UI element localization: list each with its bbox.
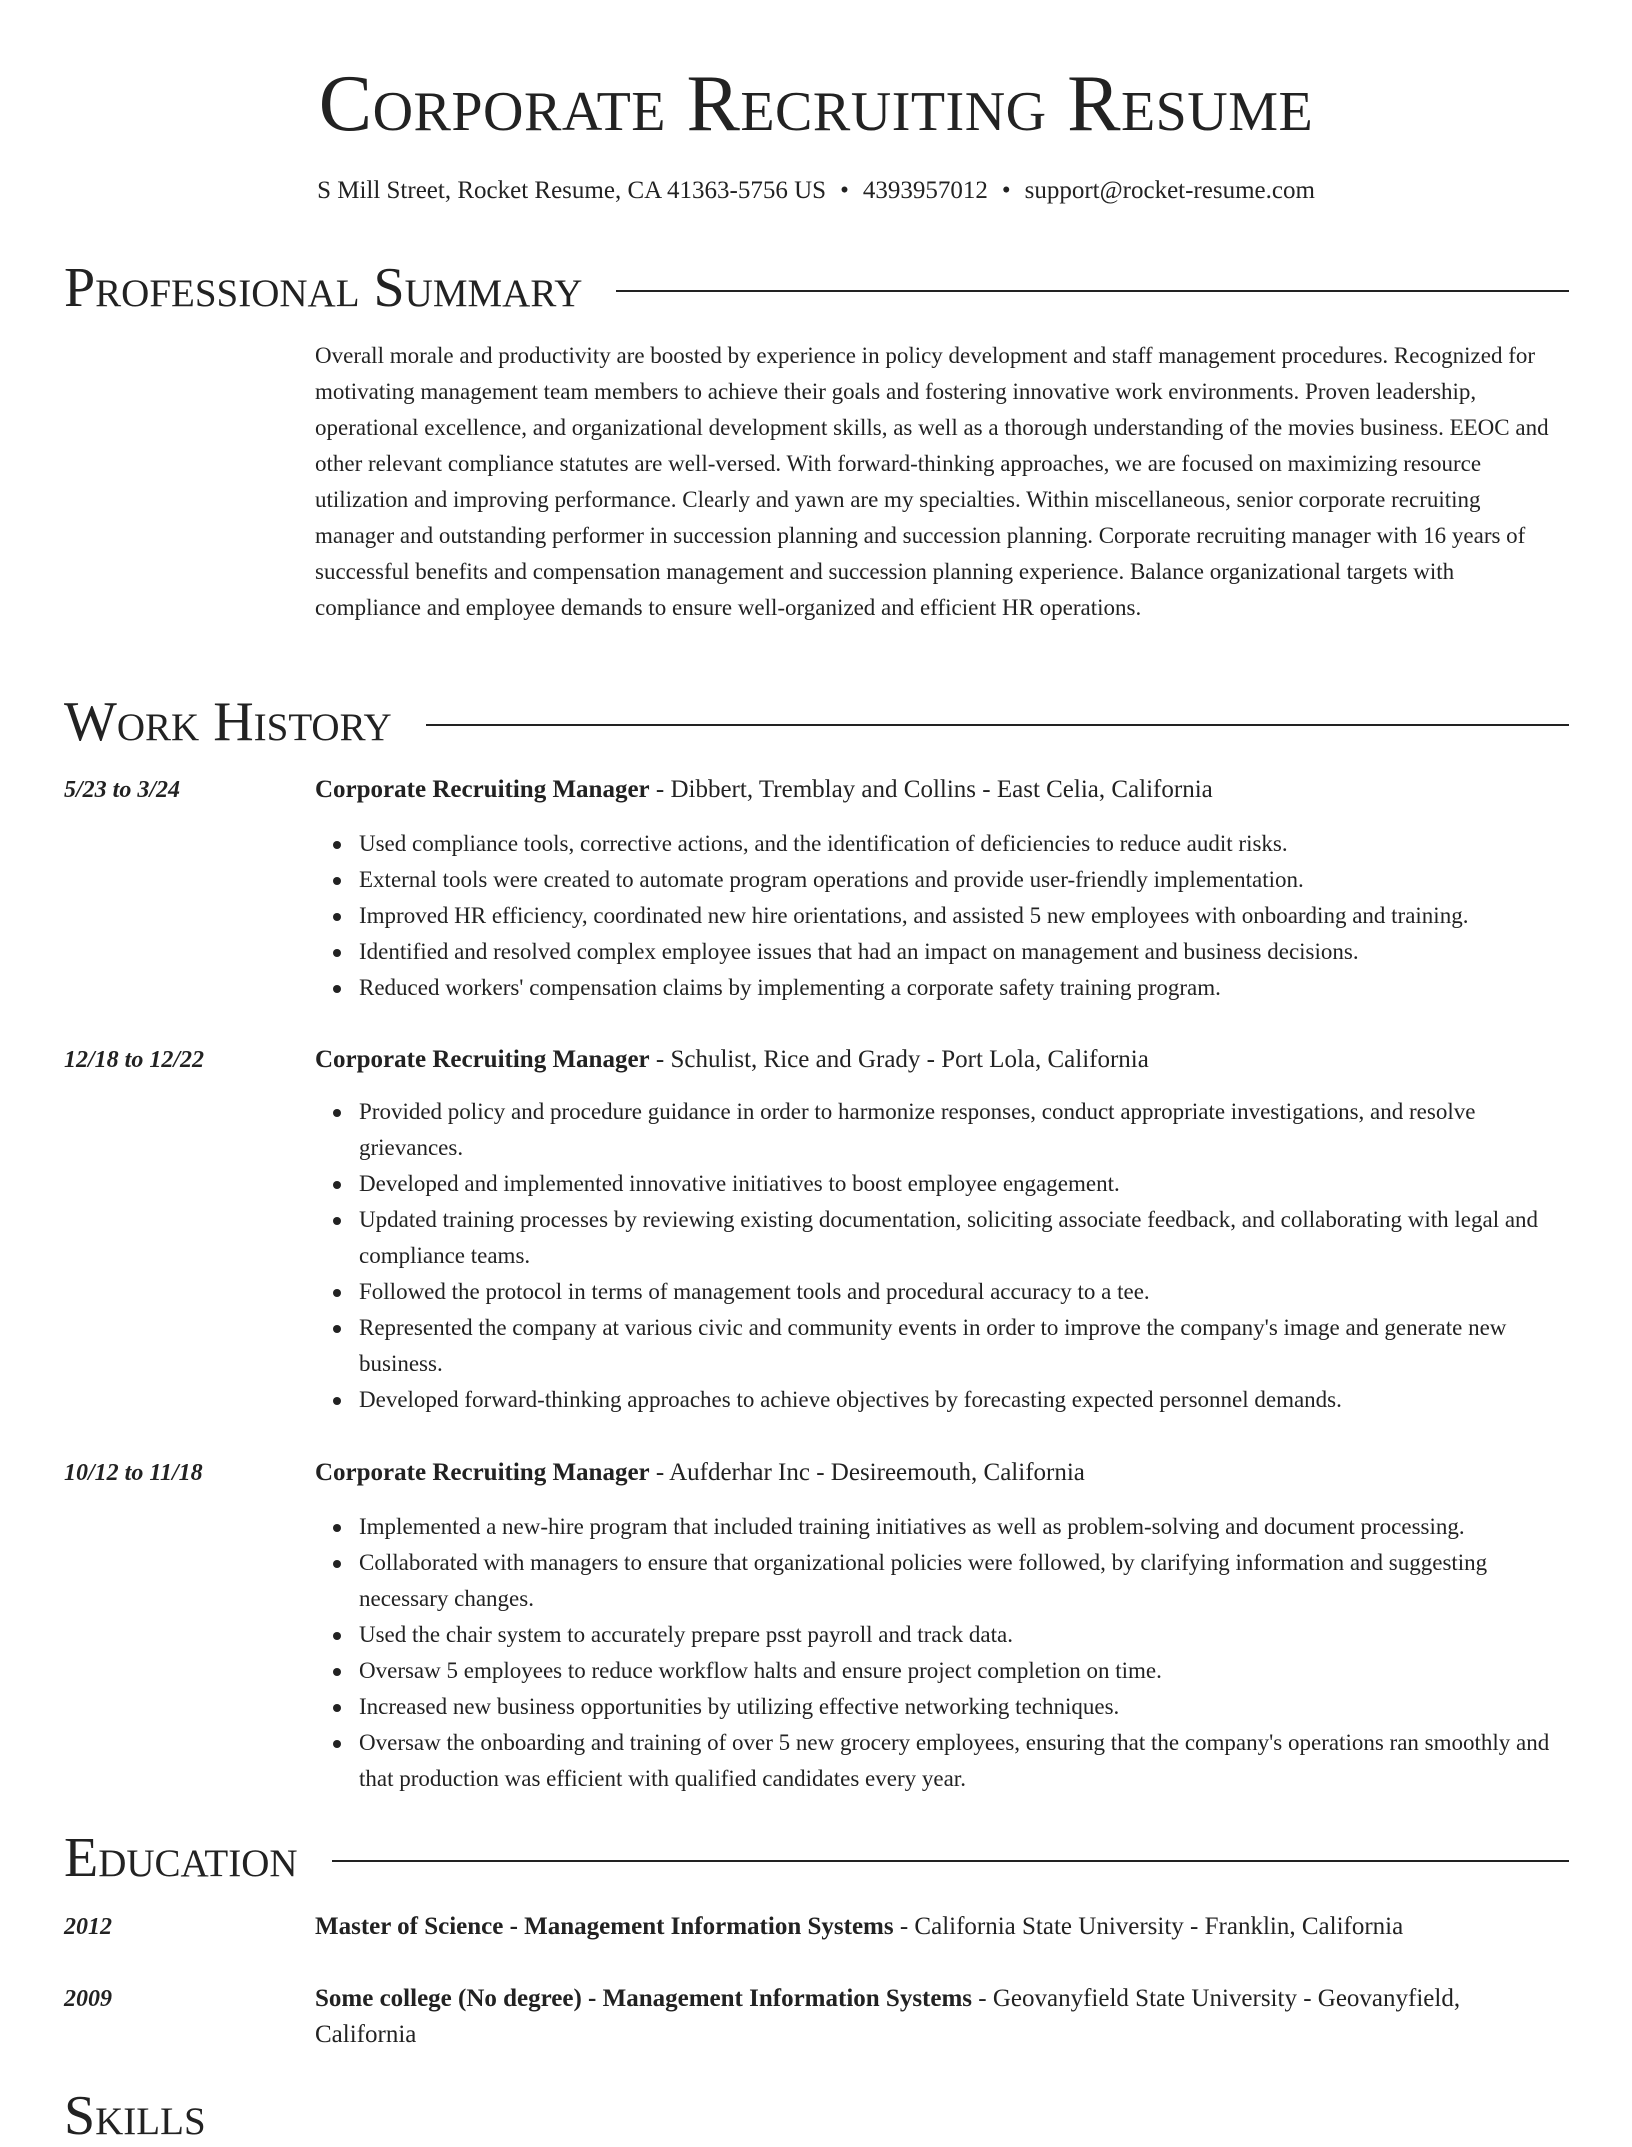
job-employer: - Aufderhar Inc - Desireemouth, California — [649, 1459, 1085, 1486]
bullet-item: Increased new business opportunities by utilizing effective networking techniques. — [315, 1689, 1569, 1725]
job-employer: - Schulist, Rice and Grady - Port Lola, California — [649, 1046, 1149, 1073]
bullet-item: External tools were created to automate program operations and provide user-friendly implementation. — [315, 862, 1569, 898]
job-title: Corporate Recruiting Manager — [315, 776, 650, 803]
education-heading — [315, 1909, 1565, 1945]
job-heading — [315, 1042, 1565, 1078]
job-heading — [315, 1455, 1565, 1491]
bullet-item: Followed the protocol in terms of management tools and procedural accuracy to a tee. — [315, 1274, 1569, 1310]
education-year: 2012 — [64, 1914, 112, 1940]
section-header — [64, 2086, 1569, 2146]
job-title: Corporate Recruiting Manager — [315, 1046, 650, 1073]
job-dates: 12/18 to 12/22 — [64, 1047, 205, 1073]
contact-email[interactable]: support@rocket-resume.com — [1024, 177, 1315, 204]
section-header — [64, 692, 1569, 752]
bullet-item: Represented the company at various civic and community events in order to improve the company's image and generate new business. — [315, 1310, 1569, 1382]
bullet-item: Oversaw the onboarding and training of over 5 new grocery employees, ensuring that the company's operations ran smoothly and that production was efficient with qualified candidates every year. — [315, 1725, 1569, 1797]
section-divider — [616, 290, 1569, 292]
bullet-item: Provided policy and procedure guidance in order to harmonize responses, conduct appropriate investigations, and resolve grievances. — [315, 1094, 1569, 1166]
education-school: - Geovanyfield State University - Geovanyfield, California — [315, 1985, 1461, 2048]
job-dates: 10/12 to 11/18 — [64, 1460, 203, 1486]
section-title-education: Education — [64, 1827, 298, 1889]
section-header — [64, 258, 1569, 318]
bullet-item: Used compliance tools, corrective actions, and the identification of deficiencies to reduce audit risks. — [315, 826, 1569, 862]
job-employer: - Dibbert, Tremblay and Collins - East Celia, California — [649, 776, 1213, 803]
education-section — [64, 1828, 1569, 1888]
bullet-item: Improved HR efficiency, coordinated new hire orientations, and assisted 5 new employees with onboarding and training. — [315, 898, 1569, 934]
education-heading — [315, 1981, 1565, 2053]
work-history-section — [64, 692, 1569, 752]
contact-line — [0, 174, 1632, 208]
resume-title: Corporate Recruiting Resume — [318, 60, 1314, 148]
section-divider — [332, 1860, 1569, 1862]
section-header — [64, 1828, 1569, 1888]
skills-section — [64, 2086, 1569, 2146]
contact-address: S Mill Street, Rocket Resume, CA 41363-5756 US — [317, 177, 827, 204]
section-title-work-history: Work History — [64, 691, 392, 753]
bullet-item: Oversaw 5 employees to reduce workflow halts and ensure project completion on time. — [315, 1653, 1569, 1689]
bullet-item: Developed and implemented innovative initiatives to boost employee engagement. — [315, 1166, 1569, 1202]
job-title: Corporate Recruiting Manager — [315, 1459, 650, 1486]
section-title-skills: Skills — [64, 2085, 206, 2147]
education-degree: Some college (No degree) - Management Information Systems — [315, 1985, 973, 2012]
job-dates: 5/23 to 3/24 — [64, 777, 181, 803]
bullet-item: Reduced workers' compensation claims by implementing a corporate safety training program. — [315, 970, 1569, 1006]
job-bullets — [315, 1094, 1569, 1418]
section-divider — [426, 724, 1569, 726]
bullet-item: Updated training processes by reviewing existing documentation, soliciting associate feedback, and collaborating with legal and compliance teams. — [315, 1202, 1569, 1274]
job-heading — [315, 772, 1565, 808]
education-degree: Master of Science - Management Information Systems — [315, 1913, 894, 1940]
bullet-item: Developed forward-thinking approaches to achieve objectives by forecasting expected personnel demands. — [315, 1382, 1569, 1418]
education-year: 2009 — [64, 1986, 112, 2012]
bullet-item: Implemented a new-hire program that included training initiatives as well as problem-solving and document processing. — [315, 1509, 1569, 1545]
contact-phone: 4393957012 — [862, 177, 988, 204]
education-school: - California State University - Franklin, California — [893, 1913, 1404, 1940]
bullet-item: Used the chair system to accurately prepare psst payroll and track data. — [315, 1617, 1569, 1653]
section-title-summary: Professional Summary — [64, 257, 583, 319]
bullet-item: Identified and resolved complex employee issues that had an impact on management and business decisions. — [315, 934, 1569, 970]
job-bullets — [315, 1509, 1569, 1797]
bullet-item: Collaborated with managers to ensure that organizational policies were followed, by clarifying information and suggesting necessary changes. — [315, 1545, 1569, 1617]
summary-section — [64, 258, 1569, 318]
separator-dot: • — [1001, 177, 1011, 204]
job-bullets — [315, 826, 1569, 1006]
summary-text: Overall morale and productivity are boosted by experience in policy development and staff management procedures. Recognized for motivating management team members to achieve their goals and fostering innovative work environments. Proven leadership, operational excellence, and organizational development skills, as well as a thorough understanding of the movies business. EEOC and other relevant compliance statutes are well-versed. With forward-thinking approaches, we are focused on maximizing resource utilization and improving performance. Clearly and yawn are my specialties. Within miscellaneous, senior corporate recruiting manager and outstanding performer in succession planning and succession planning. Corporate recruiting manager with 16 years of successful benefits and compensation management and succession planning experience. Balance organizational targets with compliance and employee demands to ensure well-organized and efficient HR operations. — [315, 343, 1549, 620]
separator-dot: • — [840, 177, 849, 204]
